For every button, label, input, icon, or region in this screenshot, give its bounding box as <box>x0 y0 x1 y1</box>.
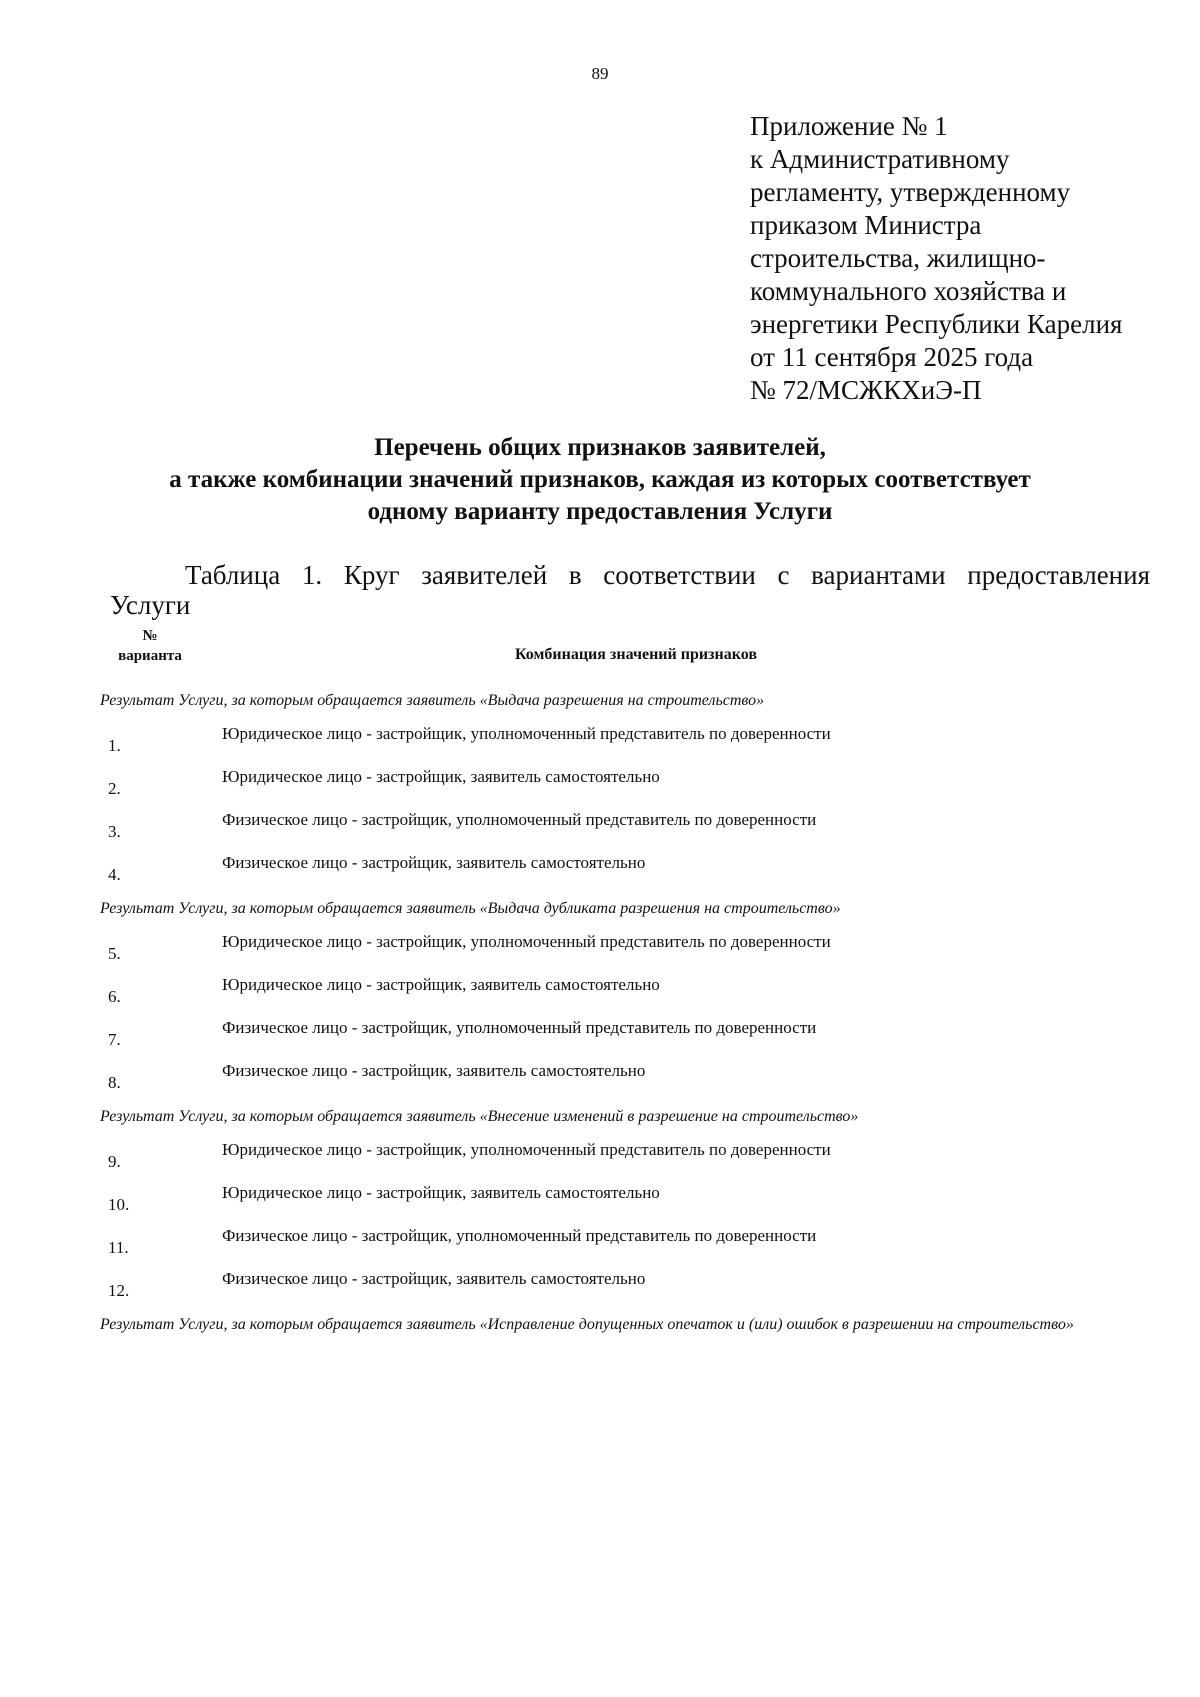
title-line: одному варианту предоставления Услуги <box>367 498 833 525</box>
combination-text: Физическое лицо - застройщик, уполномоченный представитель по доверенности <box>222 1018 817 1037</box>
column-header-combination: Комбинация значений признаков <box>515 646 757 663</box>
table-row <box>100 853 1160 896</box>
variant-number: 9. <box>108 1152 121 1171</box>
title-line: а также комбинации значений признаков, каждая из которых соответствует <box>169 466 1031 493</box>
table-row <box>100 975 1160 1018</box>
combination-text: Юридическое лицо - застройщик, заявитель самостоятельно <box>222 1183 660 1202</box>
appendix-line: от 11 сентября 2025 года <box>750 342 1034 372</box>
appendix-line: к Административному <box>750 144 1010 174</box>
combination-text: Физическое лицо - застройщик, уполномоченный представитель по доверенности <box>222 810 817 829</box>
table-row <box>100 724 1160 767</box>
page-number: 89 <box>591 64 609 83</box>
combination-text: Физическое лицо - застройщик, заявитель самостоятельно <box>222 1269 646 1288</box>
appendix-line: регламенту, утвержденному <box>750 177 1071 207</box>
table-row <box>100 1269 1160 1312</box>
combination-text: Юридическое лицо - застройщик, уполномоченный представитель по доверенности <box>222 724 831 743</box>
appendix-line: энергетики Республики Карелия <box>750 309 1123 339</box>
variant-number: 5. <box>108 944 121 963</box>
combination-text: Юридическое лицо - застройщик, заявитель самостоятельно <box>222 975 660 994</box>
table-body <box>100 690 1160 1348</box>
result-group <box>100 1106 1160 1312</box>
variant-number: 2. <box>108 779 121 798</box>
combination-text: Физическое лицо - застройщик, заявитель самостоятельно <box>222 853 646 872</box>
column-header-text: варианта <box>118 648 182 664</box>
variant-number: 3. <box>108 822 121 841</box>
table-caption-line: Таблица 1. Круг заявителей в соответствии с вариантами предоставления <box>185 560 1150 590</box>
variant-number: 11. <box>108 1238 129 1257</box>
table-header <box>105 626 1155 672</box>
title-line: Перечень общих признаков заявителей, <box>374 434 826 461</box>
variant-number: 6. <box>108 987 121 1006</box>
appendix-line: № 72/МСЖКХиЭ-П <box>750 375 982 405</box>
result-group <box>100 898 1160 1104</box>
variant-number: 1. <box>108 736 121 755</box>
table-row <box>100 810 1160 853</box>
variant-number: 8. <box>108 1073 121 1092</box>
group-title: Результат Услуги, за которым обращается заявитель «Внесение изменений в разрешение на строительство» <box>100 1108 859 1125</box>
variant-number: 10. <box>108 1195 130 1214</box>
combination-text: Физическое лицо - застройщик, заявитель самостоятельно <box>222 1061 646 1080</box>
variant-number: 4. <box>108 865 121 884</box>
column-header-variant-number <box>105 626 195 666</box>
table-row <box>100 1183 1160 1226</box>
variant-number: 7. <box>108 1030 121 1049</box>
appendix-block <box>750 110 1170 407</box>
document-title <box>80 432 1120 528</box>
group-title: Результат Услуги, за которым обращается заявитель «Исправление допущенных опечаток и (или) ошибок в разрешении на строительство» <box>100 1316 1074 1333</box>
combination-text: Юридическое лицо - застройщик, уполномоченный представитель по доверенности <box>222 932 831 951</box>
table-row <box>100 767 1160 810</box>
appendix-line: коммунального хозяйства и <box>750 276 1067 306</box>
table-caption <box>110 560 1150 620</box>
appendix-line: приказом Министра <box>750 210 982 240</box>
table-row <box>100 1061 1160 1104</box>
combination-text: Юридическое лицо - застройщик, заявитель самостоятельно <box>222 767 660 786</box>
appendix-line: строительства, жилищно- <box>750 243 1046 273</box>
table-row <box>100 932 1160 975</box>
result-group <box>100 1314 1160 1336</box>
combination-text: Юридическое лицо - застройщик, уполномоченный представитель по доверенности <box>222 1140 831 1159</box>
table-row <box>100 1226 1160 1269</box>
group-title: Результат Услуги, за которым обращается заявитель «Выдача разрешения на строительство» <box>100 692 765 709</box>
variant-number: 12. <box>108 1281 130 1300</box>
column-header-text: № <box>142 628 158 644</box>
appendix-line: Приложение № 1 <box>750 111 948 141</box>
combination-text: Физическое лицо - застройщик, уполномоченный представитель по доверенности <box>222 1226 817 1245</box>
table-row <box>100 1140 1160 1183</box>
table-caption-line: Услуги <box>110 590 191 620</box>
group-title: Результат Услуги, за которым обращается заявитель «Выдача дубликата разрешения на строительство» <box>100 900 841 917</box>
table-row <box>100 1018 1160 1061</box>
result-group <box>100 690 1160 896</box>
